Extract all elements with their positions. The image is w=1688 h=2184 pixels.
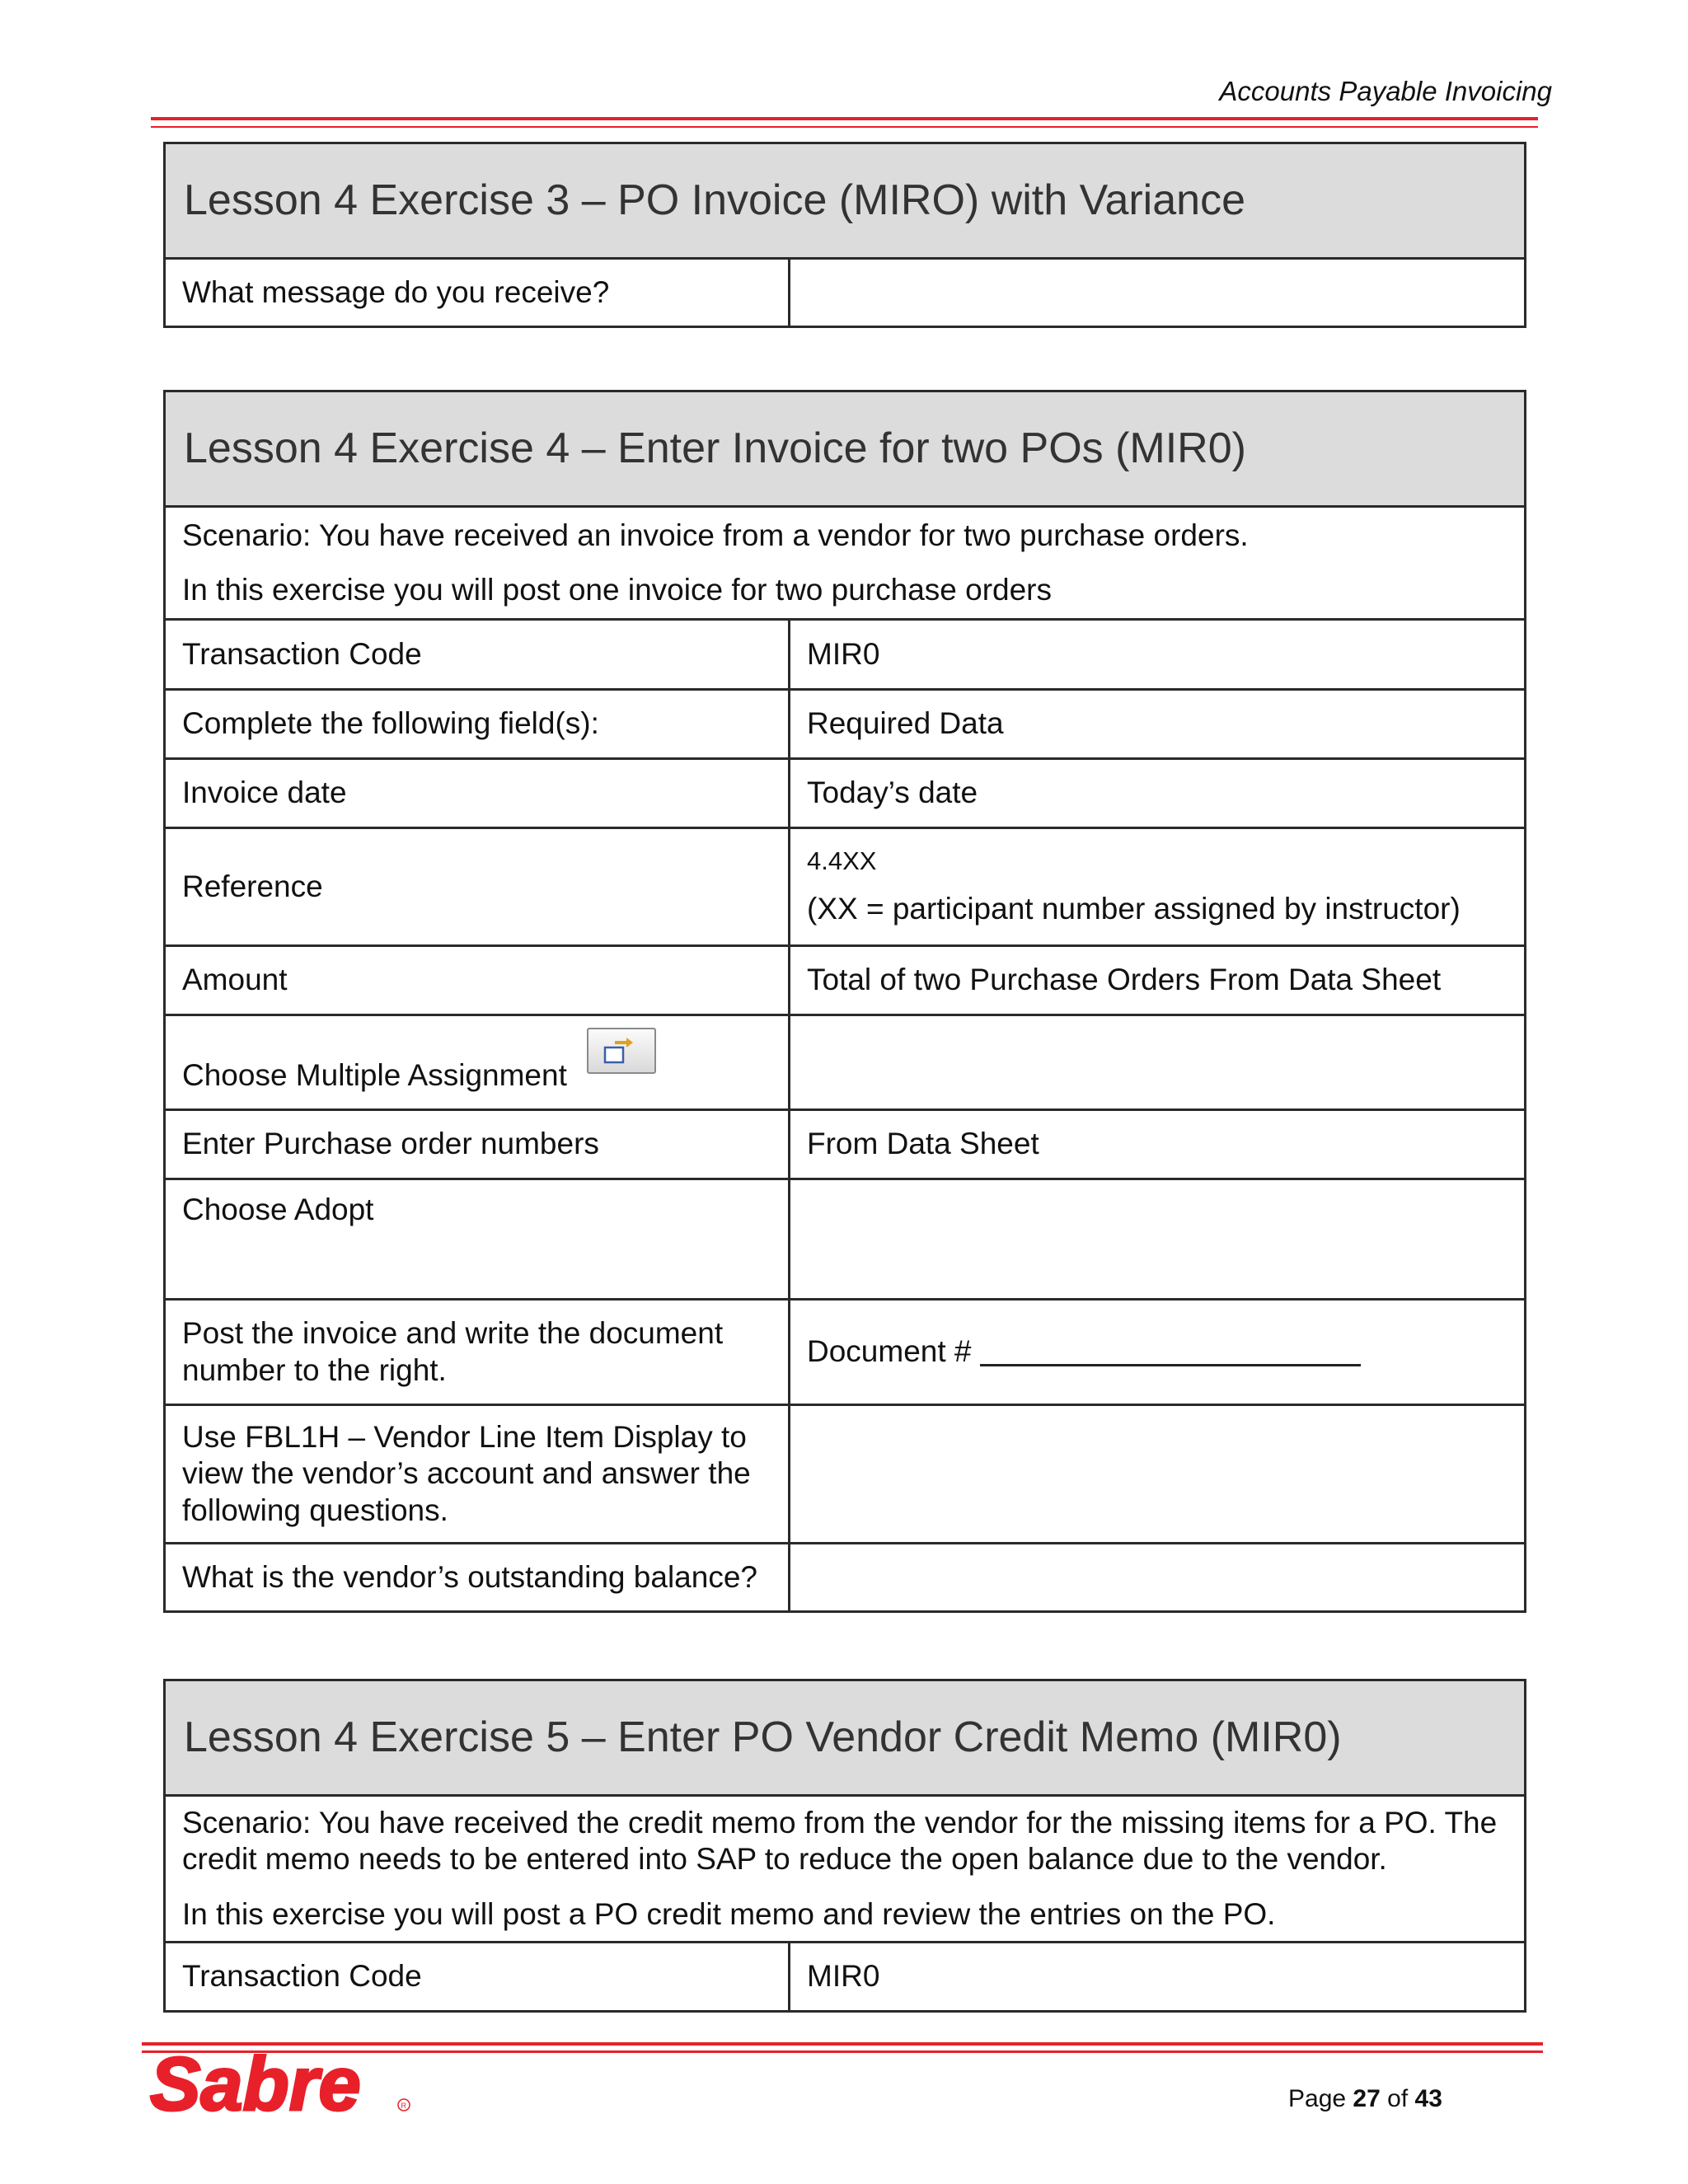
exercise-3-table (163, 142, 1526, 328)
sabre-logo (147, 2037, 427, 2124)
exercise-5-title: Lesson 4 Exercise 5 – Enter PO Vendor Credit Memo (MIR0) (165, 1680, 1526, 1796)
amount-label: Amount (165, 946, 790, 1015)
message-answer-cell[interactable] (790, 259, 1526, 327)
fbl1h-value (790, 1405, 1526, 1544)
document-number-blank[interactable] (980, 1336, 1361, 1366)
sabre-logo-text: Sabre (150, 2042, 361, 2120)
po-numbers-value: From Data Sheet (790, 1110, 1526, 1179)
exercise-5-scenario-line-2: In this exercise you will post a PO credit memo and review the entries on the PO. (182, 1896, 1276, 1931)
exercise-3-title: Lesson 4 Exercise 3 – PO Invoice (MIRO) with Variance (165, 143, 1526, 259)
document-header-title: Accounts Payable Invoicing (1219, 76, 1552, 106)
fields-label: Complete the following field(s): (165, 690, 790, 759)
exercise-4-scenario (165, 507, 1526, 620)
post-invoice-label: Post the invoice and write the document number to the right. (165, 1300, 790, 1405)
amount-value: Total of two Purchase Orders From Data Sheet (790, 946, 1526, 1015)
ex5-transaction-code-value: MIR0 (790, 1943, 1526, 2012)
multiple-assignment-label: Choose Multiple Assignment (182, 1057, 567, 1092)
exercise-4-scenario-line-2: In this exercise you will post one invoice for two purchase orders (182, 573, 1053, 607)
header-rule-bottom (151, 126, 1538, 128)
po-numbers-label: Enter Purchase order numbers (165, 1110, 790, 1179)
multiple-assignment-icon[interactable] (587, 1028, 656, 1074)
page-number-of: of (1387, 2085, 1409, 2112)
page-number-total: 43 (1414, 2085, 1442, 2112)
exercise-5-table (163, 1679, 1526, 2013)
transaction-code-value: MIR0 (790, 620, 1526, 690)
svg-text:R: R (401, 2102, 406, 2110)
ex5-transaction-code-label: Transaction Code (165, 1943, 790, 2012)
outstanding-balance-answer-cell[interactable] (790, 1544, 1526, 1612)
message-question: What message do you receive? (165, 259, 790, 327)
exercise-5-scenario-line-1: Scenario: You have received the credit memo from the vendor for the missing items for a PO. The credit memo needs to be entered into SAP to reduce the open balance due to the vendor. (182, 1805, 1498, 1877)
invoice-date-value: Today’s date (790, 759, 1526, 828)
page-number-current: 27 (1353, 2085, 1381, 2112)
reference-value-cell (790, 828, 1526, 946)
invoice-date-label: Invoice date (165, 759, 790, 828)
adopt-label: Choose Adopt (165, 1179, 790, 1300)
multiple-assignment-value (790, 1015, 1526, 1110)
fields-value: Required Data (790, 690, 1526, 759)
exercise-4-table (163, 390, 1526, 1613)
reference-label: Reference (165, 828, 790, 946)
document-number-label: Document # (807, 1334, 972, 1369)
page-number-prefix: Page (1288, 2085, 1347, 2112)
header-rule-top (151, 117, 1538, 120)
exercise-4-title: Lesson 4 Exercise 4 – Enter Invoice for two POs (MIR0) (165, 391, 1526, 507)
reference-note: (XX = participant number assigned by instructor) (807, 892, 1461, 926)
page-number (1288, 2085, 1442, 2113)
transaction-code-label: Transaction Code (165, 620, 790, 690)
exercise-5-scenario (165, 1796, 1526, 1943)
exercise-4-scenario-line-1: Scenario: You have received an invoice from a vendor for two purchase orders. (182, 518, 1249, 552)
multiple-assignment-cell (165, 1015, 790, 1110)
fbl1h-instruction: Use FBL1H – Vendor Line Item Display to view the vendor’s account and answer the following questions. (165, 1405, 790, 1544)
adopt-value (790, 1179, 1526, 1300)
document-number-cell (790, 1300, 1526, 1405)
outstanding-balance-question: What is the vendor’s outstanding balance? (165, 1544, 790, 1612)
reference-value: 4.4XX (807, 846, 877, 876)
